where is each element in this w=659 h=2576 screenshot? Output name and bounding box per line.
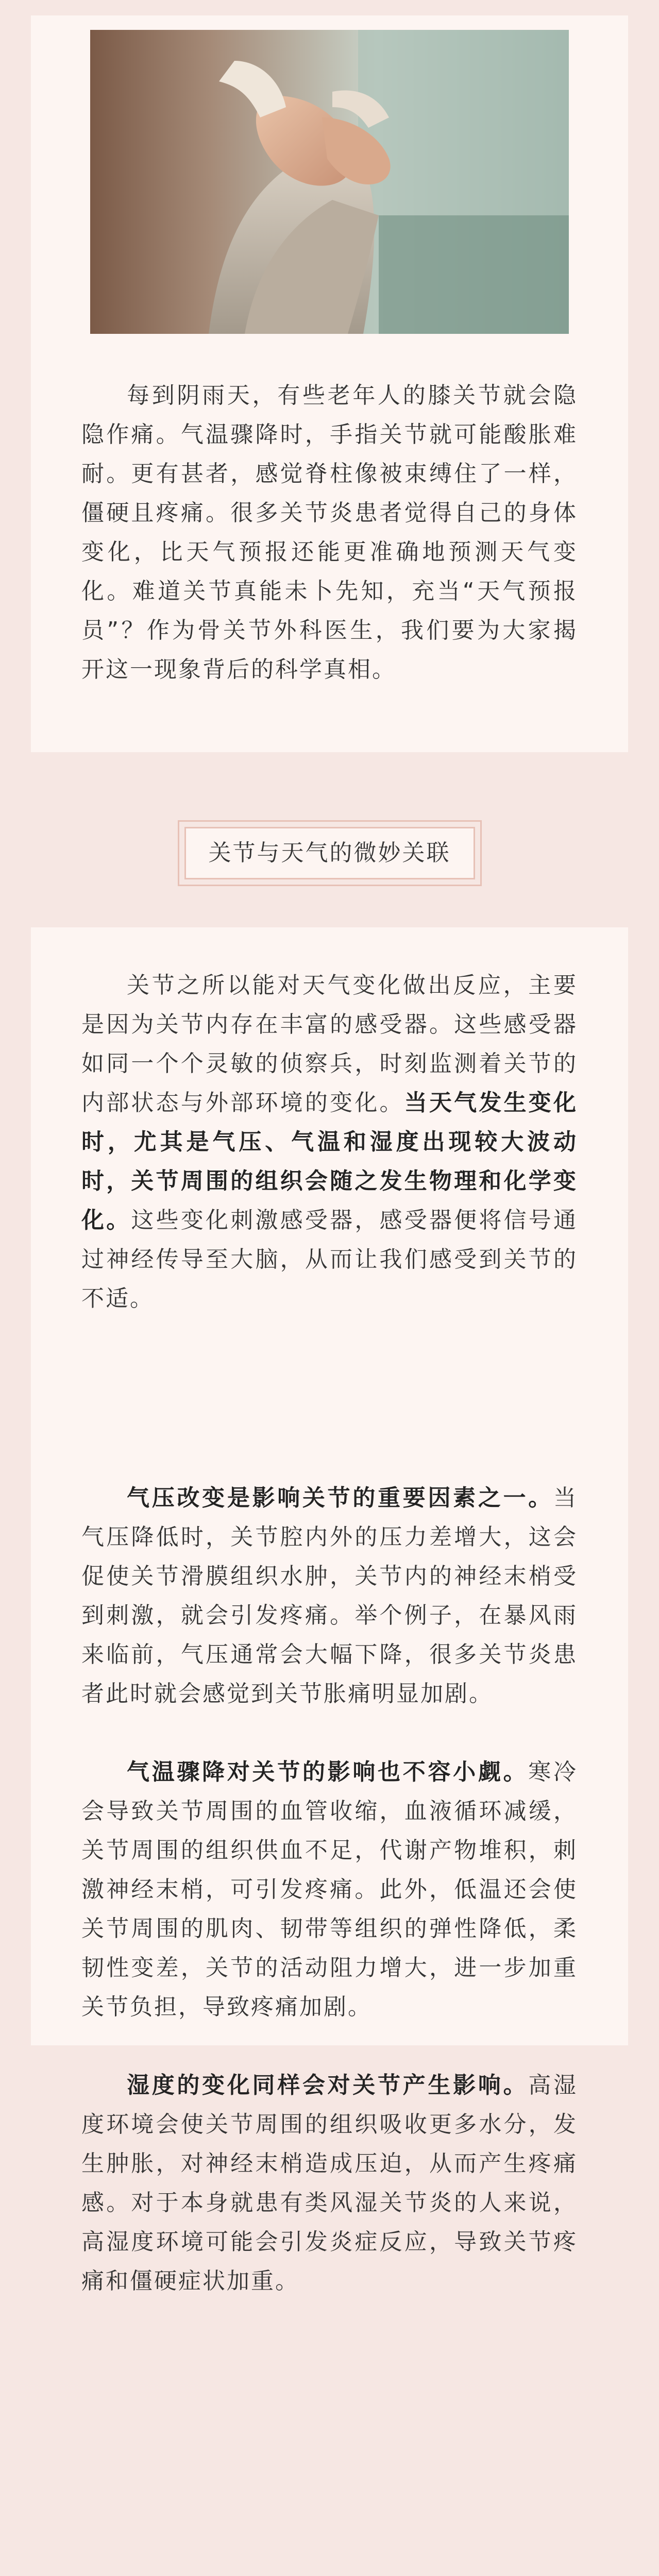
intro-card bbox=[31, 15, 628, 752]
section1-paragraph-1: 关节之所以能对天气变化做出反应，主要是因为关节内存在丰富的感受器。这些感受器如同一个个灵敏的侦察兵，时刻监测着关节的内部状态与外部环境的变化。当天气发生变化时，尤其是气压、气温和湿度出现较大波动时，关节周围的组织会随之发生物理和化学变化。这些变化刺激感受器，感受器便将信号通过神经传导至大脑，从而让我们感受到关节的不适。 bbox=[81, 972, 578, 1312]
section1-paragraph-2: 气压改变是影响关节的重要因素之一。当气压降低时，关节腔内外的压力差增大，这会促使关节滑膜组织水肿，关节内的神经末梢受到刺激，就会引发疼痛。举个例子，在暴风雨来临前，气压通常会大幅下降，很多关节炎患者此时就会感觉到关节胀痛明显加剧。 bbox=[81, 1485, 578, 1707]
section1-card-cont bbox=[31, 1479, 628, 2294]
section1-card bbox=[31, 927, 628, 1479]
intro-paragraph: 每到阴雨天，有些老年人的膝关节就会隐隐作痛。气温骤降时，手指关节就可能酸胀难耐。更有甚者，感觉脊柱像被束缚住了一样，僵硬且疼痛。很多关节炎患者觉得自己的身体变化，比天气预报还能更准确地预测天气变化。难道关节真能未卜先知，充当“天气预报员”？作为骨关节外科医生，我们要为大家揭开这一现象背后的科学真相。 bbox=[81, 382, 578, 683]
section1-paragraph-3: 气温骤降对关节的影响也不容小觑。寒冷会导致关节周围的血管收缩，血液循环减缓，关节周围的组织供血不足，代谢产物堆积，刺激神经末梢，可引发疼痛。此外，低温还会使关节周围的肌肉、韧带等组织的弹性降低，柔韧性变差，关节的活动阻力增大，进一步加重关节负担，导致疼痛加剧。 bbox=[81, 1759, 578, 2020]
knee-pain-photo bbox=[90, 30, 569, 334]
section1-paragraph-4: 湿度的变化同样会对关节产生影响。高湿度环境会使关节周围的组织吸收更多水分，发生肿胀，对神经末梢造成压迫，从而产生疼痛感。对于本身就患有类风湿关节炎的人来说，高湿度环境可能会引发炎症反应，导致关节疼痛和僵硬症状加重。 bbox=[81, 2072, 578, 2294]
section-title-weather-joint: 关节与天气的微妙关联 bbox=[184, 827, 475, 879]
